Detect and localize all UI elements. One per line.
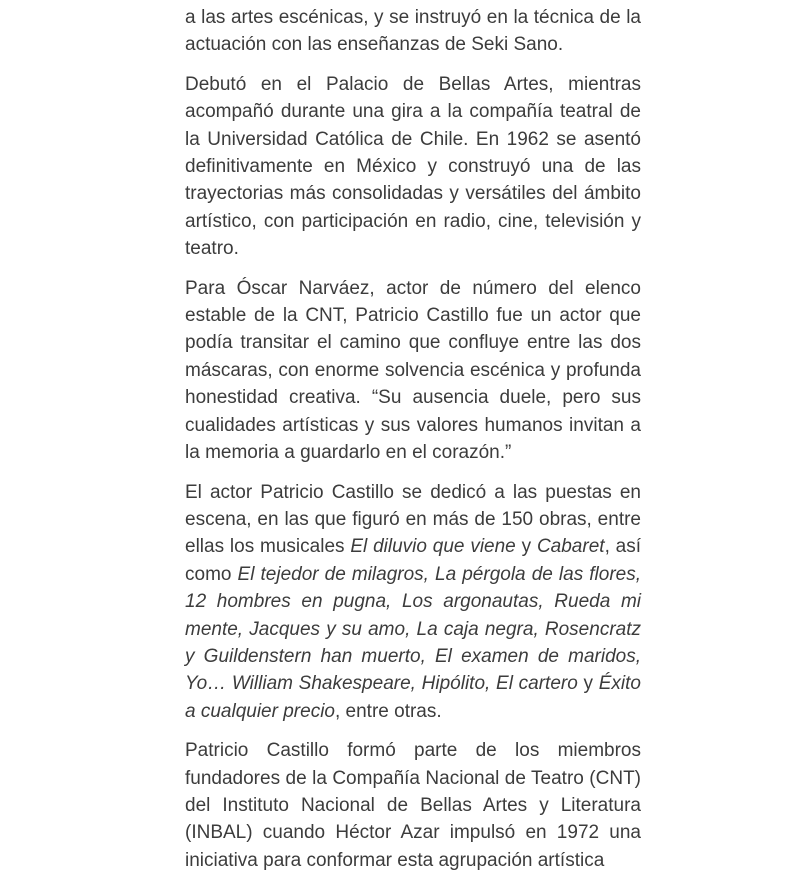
paragraph-narvaez-quote: Para Óscar Narváez, actor de número del elenco estable de la CNT, Patricio Castillo fue un actor que podía transitar el camino que confluye entre las dos máscaras, con enorme solvencia escénica y profunda honestidad creativa. “Su ausencia duele, pero sus cualidades artísticas y sus valores humanos invitan a la memoria a guardarlo en el corazón.” — [185, 277, 641, 464]
paragraph-training: a las artes escénicas, y se instruyó en la técnica de la actuación con las enseñanzas de Seki Sano. — [185, 7, 641, 56]
play-title: Éxito a cualquier precio — [185, 673, 641, 722]
article-body — [185, 4, 641, 886]
paragraph-stage-works — [185, 479, 641, 726]
paragraph-text: y — [577, 673, 599, 695]
play-title: Cabaret — [536, 536, 605, 558]
paragraph-debut: Debutó en el Palacio de Bellas Artes, mientras acompañó durante una gira a la compañía teatral de la Universidad Católica de Chile. En 1962 se asentó definitivamente en México y construyó una de las trayectorias más consolidadas y versátiles del ámbito artístico, con participación en radio, cine, televisión y teatro. — [185, 73, 641, 260]
paragraph-text: y — [515, 536, 537, 558]
paragraph-text: , entre otras. — [334, 700, 442, 722]
play-titles-list: El tejedor de milagros, La pérgola de las flores, 12 hombres en pugna, Los argonautas, Rueda mi mente, Jacques y su amo, La caja negra, Rosencratz y Guildenstern han muerto, El examen de maridos, Yo… William Shakespeare, Hipólito, El cartero — [185, 563, 642, 695]
paragraph-text: El actor Patricio Castillo se dedicó a las puestas en escena, en las que figuró en más de 150 obras, entre ellas los musicales — [185, 481, 641, 558]
paragraph-text: , así como — [185, 536, 642, 585]
bottom-cutoff — [0, 874, 792, 888]
play-title: El diluvio que viene — [350, 536, 516, 558]
paragraph-cnt-founders: Patricio Castillo formó parte de los miembros fundadores de la Compañía Nacional de Teatro (CNT) del Instituto Nacional de Bellas Artes y Literatura (INBAL) cuando Héctor Azar impulsó en 1972 una iniciativa para conformar esta agrupación artística — [185, 740, 641, 871]
